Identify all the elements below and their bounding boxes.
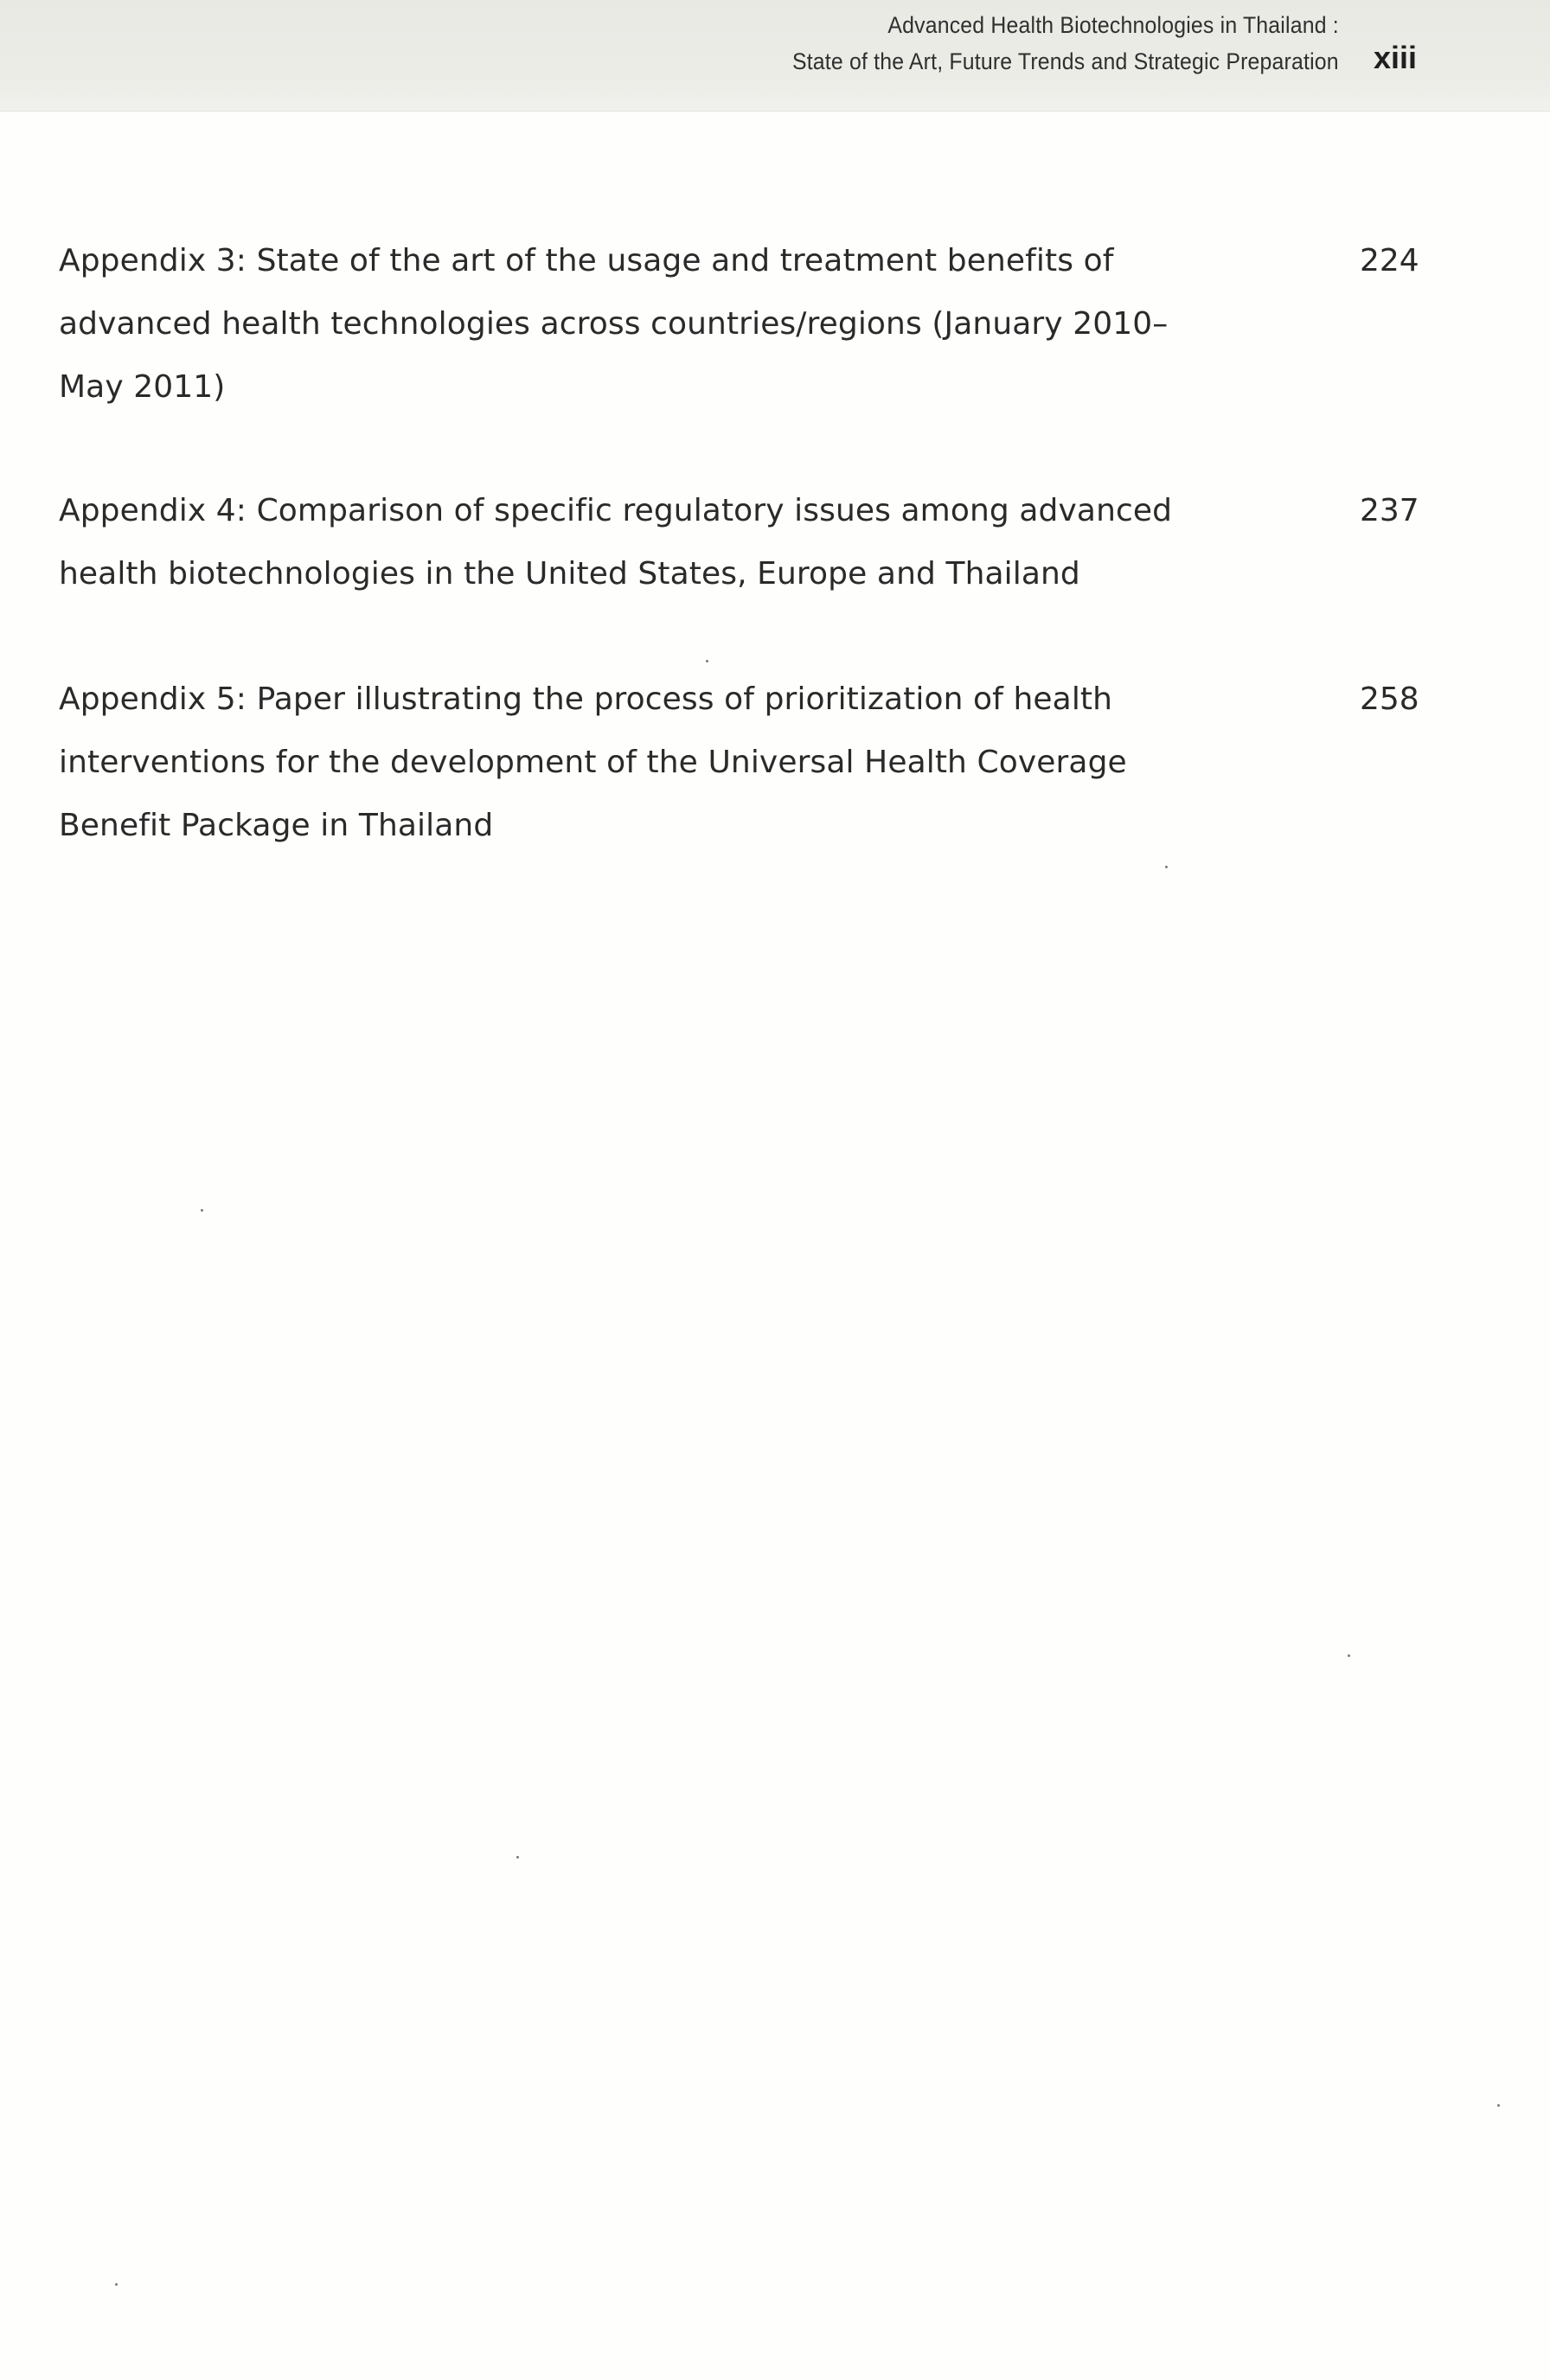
scan-speck xyxy=(115,2283,118,2286)
page-number: xiii xyxy=(1374,40,1418,75)
toc-entry-appendix-4 xyxy=(59,479,1460,652)
toc-entry-page-number: 258 xyxy=(1360,681,1419,717)
toc-entry-title: Appendix 3: State of the art of the usage and treatment benefits of advanced health technologies across countries/regions (January 2010–May 2011) xyxy=(59,243,1169,405)
toc-entry-appendix-3 xyxy=(59,229,1460,405)
toc-entry-title: Appendix 5: Paper illustrating the process of prioritization of health interventions for the development of the Universal Health Coverage Benefit Package in Thailand xyxy=(59,681,1127,843)
running-header xyxy=(0,0,1550,112)
toc-entry-title: Appendix 4: Comparison of specific regulatory issues among advanced health biotechnologies in the United States, Europe and Thailand xyxy=(59,493,1173,592)
toc-entry-appendix-5 xyxy=(59,668,1460,841)
scan-speck xyxy=(706,660,708,662)
header-book-title: Advanced Health Biotechnologies in Thailand : xyxy=(887,12,1339,38)
toc-entry-page-number: 224 xyxy=(1360,243,1419,278)
scan-speck xyxy=(201,1209,203,1212)
scan-speck xyxy=(1497,2104,1500,2107)
scan-speck xyxy=(1348,1654,1350,1657)
toc-entry-page-number: 237 xyxy=(1360,493,1419,528)
header-book-subtitle: State of the Art, Future Trends and Strategic Preparation xyxy=(792,48,1339,74)
scan-speck xyxy=(1165,866,1168,868)
scan-speck xyxy=(516,1856,519,1859)
